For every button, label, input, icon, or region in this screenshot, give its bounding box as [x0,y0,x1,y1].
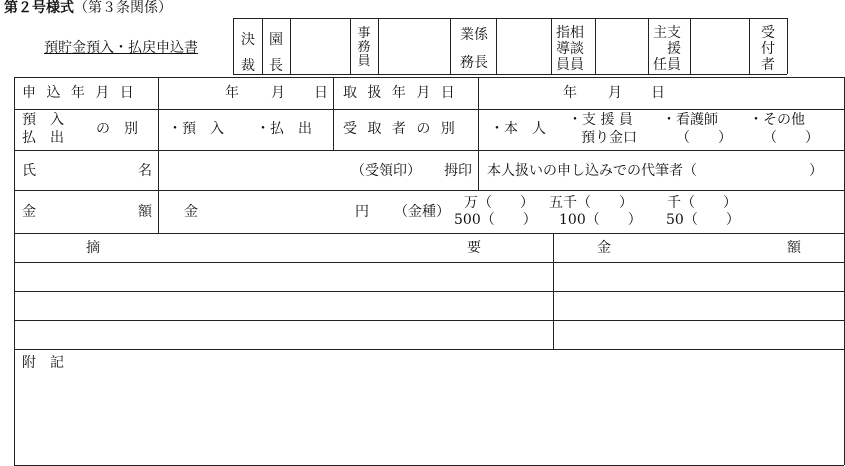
form-title: 預貯金預入・払戻申込書 [44,40,198,56]
denomination-label: （金種） [394,204,450,220]
option-support-staff-note: 預り金口 [581,130,637,146]
application-date-year: 年 [225,85,239,101]
name-label-2: 名 [138,163,152,179]
amount-header-1: 金 [597,240,611,256]
form-number [4,0,172,16]
form-number-text: 第２号様式 [4,0,74,16]
approval-gyomu: 業係 [460,27,488,43]
name-label-1: 氏 [22,163,36,179]
handling-date-year: 年 [563,85,577,101]
amount-label-2: 額 [138,204,152,220]
approval-shunin3: 任員 [653,57,681,73]
amount-label-1: 金 [22,204,36,220]
application-date-day: 日 [314,85,328,101]
summary-header-1: 摘 [86,240,100,256]
handling-date-label: 取 扱 年 月 日 [343,85,455,101]
denom-10000: 万（ ） [464,195,534,211]
denom-1000: 千（ ） [667,195,737,211]
approval-shido3: 員員 [556,57,584,73]
type-label-bottom: 払 出 [22,130,64,146]
option-nurse-paren: （ ） [676,130,732,146]
option-withdraw[interactable]: ・払 出 [256,121,312,137]
thumbprint-label: 拇印 [444,163,472,179]
approval-jufu: 受付者 [761,25,775,73]
approval-shunin2: 援 [667,41,681,57]
option-nurse[interactable]: ・看護師 [662,112,718,128]
denom-500: 500（ ） [454,212,537,228]
amount-kin: 金 [184,204,198,220]
approval-jimuin: 事務員 [357,26,371,69]
application-date-label: 申 込 年 月 日 [22,85,134,101]
handling-date-month: 月 [608,85,622,101]
approval-shido2: 導談 [556,41,584,57]
receiver-type-label: 受 取 者 の 別 [343,121,455,137]
denom-100: 100（ ） [559,212,642,228]
approval-gyomu2: 務長 [460,55,488,71]
approval-kessai: 決裁 [241,32,255,74]
amount-header-2: 額 [787,240,801,256]
type-label-mid: の 別 [96,121,138,137]
approval-shunin: 主支 [653,25,681,41]
approval-shido: 指相 [556,25,584,41]
option-deposit[interactable]: ・預 入 [168,121,224,137]
summary-header-2: 要 [467,240,481,256]
denom-50: 50（ ） [666,212,740,228]
seal-label: （受領印） [351,163,421,179]
option-self[interactable]: ・本 人 [490,121,546,137]
approval-encho: 園長 [269,32,283,74]
amount-yen: 円 [355,204,369,220]
handling-date-day: 日 [651,85,665,101]
proxy-writer-label: 本人扱いの申し込みでの代筆者（ [487,163,697,179]
application-date-month: 月 [271,85,285,101]
option-other-paren: （ ） [763,130,819,146]
option-support-staff[interactable]: ・支 援 員 [568,112,633,128]
form-number-suffix: （第３条関係） [74,0,172,16]
denom-5000: 五千（ ） [549,195,633,211]
type-label-top: 預 入 [22,112,64,128]
proxy-writer-close: ） [809,163,823,179]
notes-label: 附 記 [22,355,64,371]
option-other[interactable]: ・その他 [749,112,805,128]
